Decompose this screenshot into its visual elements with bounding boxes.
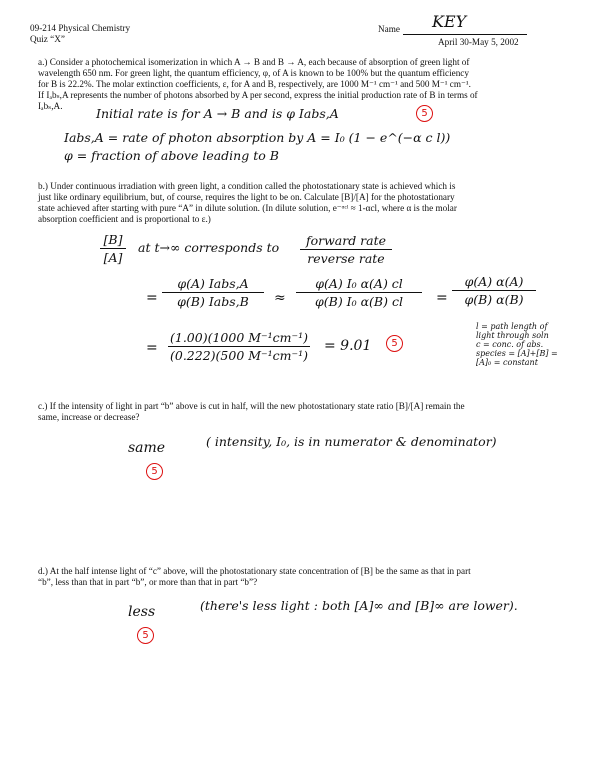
question-a-line: wavelength 650 nm. For green light, the quantum efficiency, φ, of A is known to be 100% but the quantum efficiency: [38, 68, 469, 78]
question-a-line: for B is 22.2%. The molar extinction coefficients, ε, for A and B, respectively, are 1000 M⁻¹ cm⁻¹ and 500 M⁻¹ cm⁻¹.: [38, 79, 471, 89]
quiz-page: 09-214 Physical Chemistry Quiz “X” Name KEY April 30-May 5, 2002 a.) Consider a photochemical isomerization in which A → B and B → A, each because of absorption of green light of wavelength 650 nm. For green light, the quantum efficiency, φ, of A is known to be 100% but the quantum efficiency for B is 22.2%. The molar extinction coefficients, ε, for A and B, respectively, are 1000 M⁻¹ cm⁻¹ and 500 M⁻¹ cm⁻¹. If Iₐbₛ,A represents the number of photons absorbed by A per second, express the initial production rate of B in terms of Iₐbₛ,A. Initial rate is for A → B and is φ Iabs,A 5 Iabs,A = rate of photon absorption by A = I₀ (1 − e^(−α c l)) φ = fraction of above leading to B b.) Under continuous irradiation with green light, a condition called the photostationary state is achieved which is just like ordinary equilibrium, but, of course, requires the light to be on. Calculate [B]/[A] for the photostationary state achieved after starting with pure “A” in dilute solution. (In dilute solution, e⁻ᵅᶜˡ ≈ 1-αcl, where α is the molar absorption coefficient and is proportional to ε.) [B] [A] at t→∞ corresponds to forward rate reverse rate = φ(A) Iabs,A φ(B) Iabs,B ≈ φ(A) I₀ α(A) cl φ(B) I₀ α(B) cl = φ(A) α(A) φ(B) α(B) = (1.00)(1000 M⁻¹cm⁻¹) (0.222)(500 M⁻¹cm⁻¹) = 9.01 5 l = path length of light through soln c = conc. of abs. species = [A]+[B] = [A]₀ = constant c.) If the intensity of light in part “b” above is cut in half, will the new photostationary state ratio [B]/[A] remain the same, increase or decrease? same ( intensity, I₀, is in numerator & denominator) 5 d.) At the half intense light of “c” above, will the photostationary state concentration of [B] be the same as that in part “b”, less than that in part “b”, or more than that in part “b”? less (there's less light : both [A]∞ and [B]∞ are lower). 5: [0, 0, 595, 765]
name-underline: [403, 34, 527, 35]
question-b-line: absorption coefficient and is proportional to ε.): [38, 214, 211, 224]
answer-a-line1: Initial rate is for A → B and is φ Iabs,A: [96, 106, 339, 121]
side-note: [476, 322, 558, 367]
quiz-label: Quiz “X”: [30, 34, 65, 44]
grade-circle-d: 5: [137, 627, 154, 644]
equation-step2: [296, 276, 422, 309]
reverse-rate: reverse rate: [307, 251, 385, 266]
equation-step3-num: φ(A) α(A): [464, 274, 524, 289]
side-note-line: [A]₀ = constant: [476, 358, 538, 367]
equation-step3-den: φ(B) α(B): [464, 292, 524, 307]
ratio-denominator: [A]: [103, 250, 123, 265]
equation-step4-num: (1.00)(1000 M⁻¹cm⁻¹): [170, 330, 308, 345]
grade-circle-b: 5: [386, 335, 403, 352]
question-c-line: c.) If the intensity of light in part “b” above is cut in half, will the new photostationary state ratio [B]/[A] remain the: [38, 401, 465, 411]
equation-step2-num: φ(A) I₀ α(A) cl: [315, 276, 403, 291]
grade-circle-a: 5: [416, 105, 433, 122]
forward-rate: forward rate: [305, 233, 387, 248]
question-d: [38, 566, 471, 588]
at-infinity-text: at t→∞ corresponds to: [138, 240, 280, 255]
ratio-b-over-a: [100, 232, 126, 265]
quiz-date: April 30-May 5, 2002: [438, 37, 519, 47]
equation-step2-den: φ(B) I₀ α(B) cl: [315, 294, 403, 309]
explanation-d: (there's less light : both [A]∞ and [B]∞ are lower).: [200, 598, 518, 613]
forward-over-reverse: [300, 233, 392, 266]
name-value: KEY: [432, 12, 467, 31]
question-b-line: state achieved after starting with pure “A” in dilute solution. (In dilute solution, e⁻ᵅᶜˡ ≈ 1-αcl, where α is the molar: [38, 203, 457, 213]
result-value: = 9.01: [324, 338, 372, 354]
question-d-line: d.) At the half intense light of “c” above, will the photostationary state concentration of [B] be the same as that in part: [38, 566, 471, 576]
question-a: [38, 57, 478, 112]
side-note-line: l = path length of: [476, 322, 548, 331]
name-label: Name: [378, 24, 400, 34]
side-note-line: species = [A]+[B] =: [476, 349, 558, 358]
question-b: [38, 181, 457, 225]
equation-step1-den: φ(B) Iabs,B: [177, 294, 249, 309]
question-c-line: same, increase or decrease?: [38, 412, 140, 422]
course-title: 09-214 Physical Chemistry: [30, 23, 131, 33]
equation-step4-den: (0.222)(500 M⁻¹cm⁻¹): [170, 348, 308, 363]
question-a-line: a.) Consider a photochemical isomerization in which A → B and B → A, each because of absorption of green light of: [38, 57, 470, 67]
explanation-c: ( intensity, I₀, is in numerator & denominator): [206, 434, 497, 449]
answer-d: less: [128, 604, 156, 620]
equation-step4: [168, 330, 310, 363]
equation-step3: [452, 274, 536, 307]
question-b-line: b.) Under continuous irradiation with green light, a condition called the photostationary state is achieved which is: [38, 181, 456, 191]
answer-a-line2: Iabs,A = rate of photon absorption by A = I₀ (1 − e^(−α c l)): [64, 130, 451, 145]
equation-step1: [162, 276, 264, 309]
question-a-line: Iₐbₛ,A.: [38, 101, 63, 111]
ratio-numerator: [B]: [103, 232, 123, 247]
answer-c: same: [128, 440, 166, 456]
answer-a-line3: φ = fraction of above leading to B: [64, 148, 279, 163]
question-b-line: just like ordinary equilibrium, but, of course, requires the light to be on. Calculate [B]/[A] for the photostationary: [38, 192, 455, 202]
question-a-line: If Iₐbₛ,A represents the number of photons absorbed by A per second, express the initial production rate of B in terms of: [38, 90, 478, 100]
side-note-line: c = conc. of abs.: [476, 340, 544, 349]
question-d-line: “b”, less than that in part “b”, or more than that in part “b”?: [38, 577, 258, 587]
side-note-line: light through soln: [476, 331, 549, 340]
question-c: [38, 401, 465, 423]
grade-circle-c: 5: [146, 463, 163, 480]
equation-step1-num: φ(A) Iabs,A: [177, 276, 249, 291]
